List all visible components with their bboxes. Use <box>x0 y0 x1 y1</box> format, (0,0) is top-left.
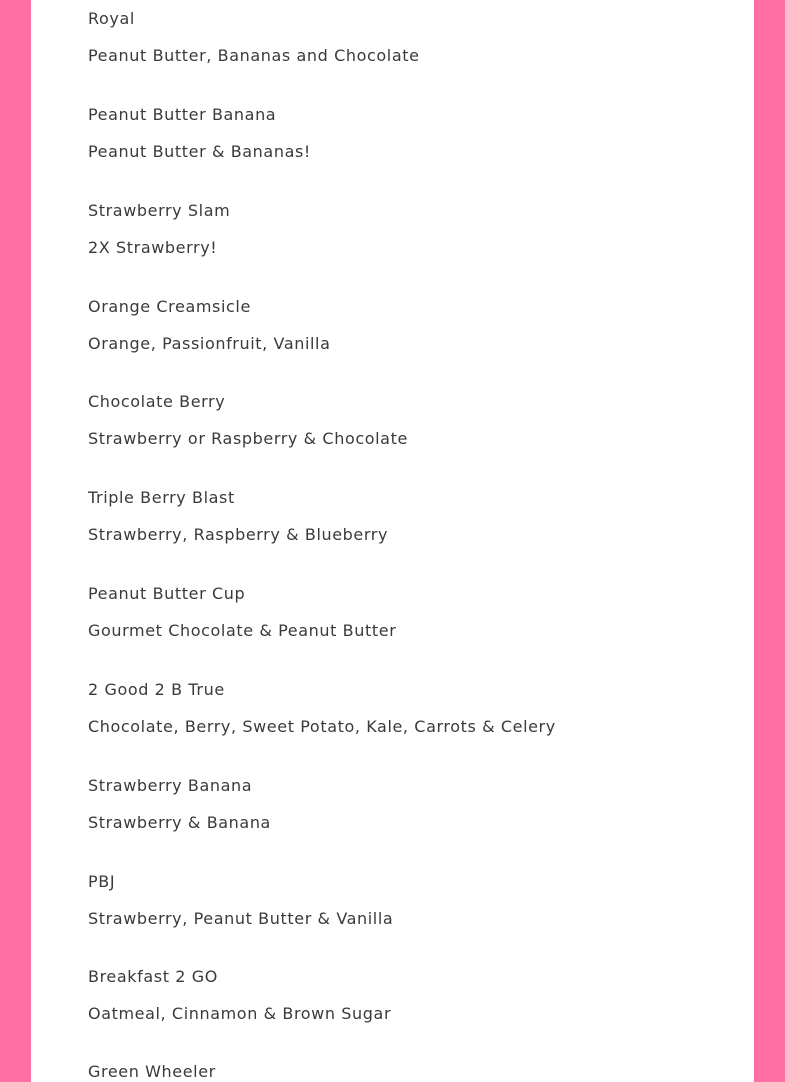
menu-item <box>88 479 728 569</box>
menu-item-description: Strawberry, Raspberry & Blueberry <box>88 525 389 544</box>
menu-item <box>88 767 728 857</box>
menu-item-description: Peanut Butter & Bananas! <box>88 142 311 161</box>
menu-item <box>88 575 728 665</box>
menu-item-name: Royal <box>88 9 135 28</box>
menu-item-name: Green Wheeler <box>88 1062 216 1081</box>
menu-item <box>88 383 728 473</box>
menu-item-description: Oatmeal, Cinnamon & Brown Sugar <box>88 1004 392 1023</box>
menu-item <box>88 671 728 761</box>
menu-page <box>31 0 754 1082</box>
menu-item <box>88 192 728 282</box>
menu-item-name: Strawberry Slam <box>88 201 231 220</box>
menu-item-name: 2 Good 2 B True <box>88 680 225 699</box>
menu-item-name: Triple Berry Blast <box>88 488 235 507</box>
menu-item-name: Chocolate Berry <box>88 392 226 411</box>
menu-item-description: Chocolate, Berry, Sweet Potato, Kale, Carrots & Celery <box>88 717 556 736</box>
menu-item-description: Strawberry, Peanut Butter & Vanilla <box>88 909 394 928</box>
menu-item-description: Peanut Butter, Bananas and Chocolate <box>88 46 420 65</box>
menu-item <box>88 1054 728 1082</box>
menu-item <box>88 863 728 953</box>
menu-item-description: Gourmet Chocolate & Peanut Butter <box>88 621 397 640</box>
menu-item <box>88 96 728 186</box>
menu-item-name: Breakfast 2 GO <box>88 967 218 986</box>
menu-item-description: Strawberry or Raspberry & Chocolate <box>88 429 408 448</box>
menu-item-name: Peanut Butter Banana <box>88 105 277 124</box>
menu-item-description: Orange, Passionfruit, Vanilla <box>88 334 331 353</box>
menu-item-description: 2X Strawberry! <box>88 238 218 257</box>
menu-item <box>88 288 728 378</box>
menu-item-name: PBJ <box>88 872 116 891</box>
menu-item-description: Strawberry & Banana <box>88 813 271 832</box>
menu-item <box>88 0 728 90</box>
menu-item-name: Strawberry Banana <box>88 776 253 795</box>
menu-item-name: Orange Creamsicle <box>88 297 251 316</box>
menu-item <box>88 958 728 1048</box>
menu-item-name: Peanut Butter Cup <box>88 584 246 603</box>
